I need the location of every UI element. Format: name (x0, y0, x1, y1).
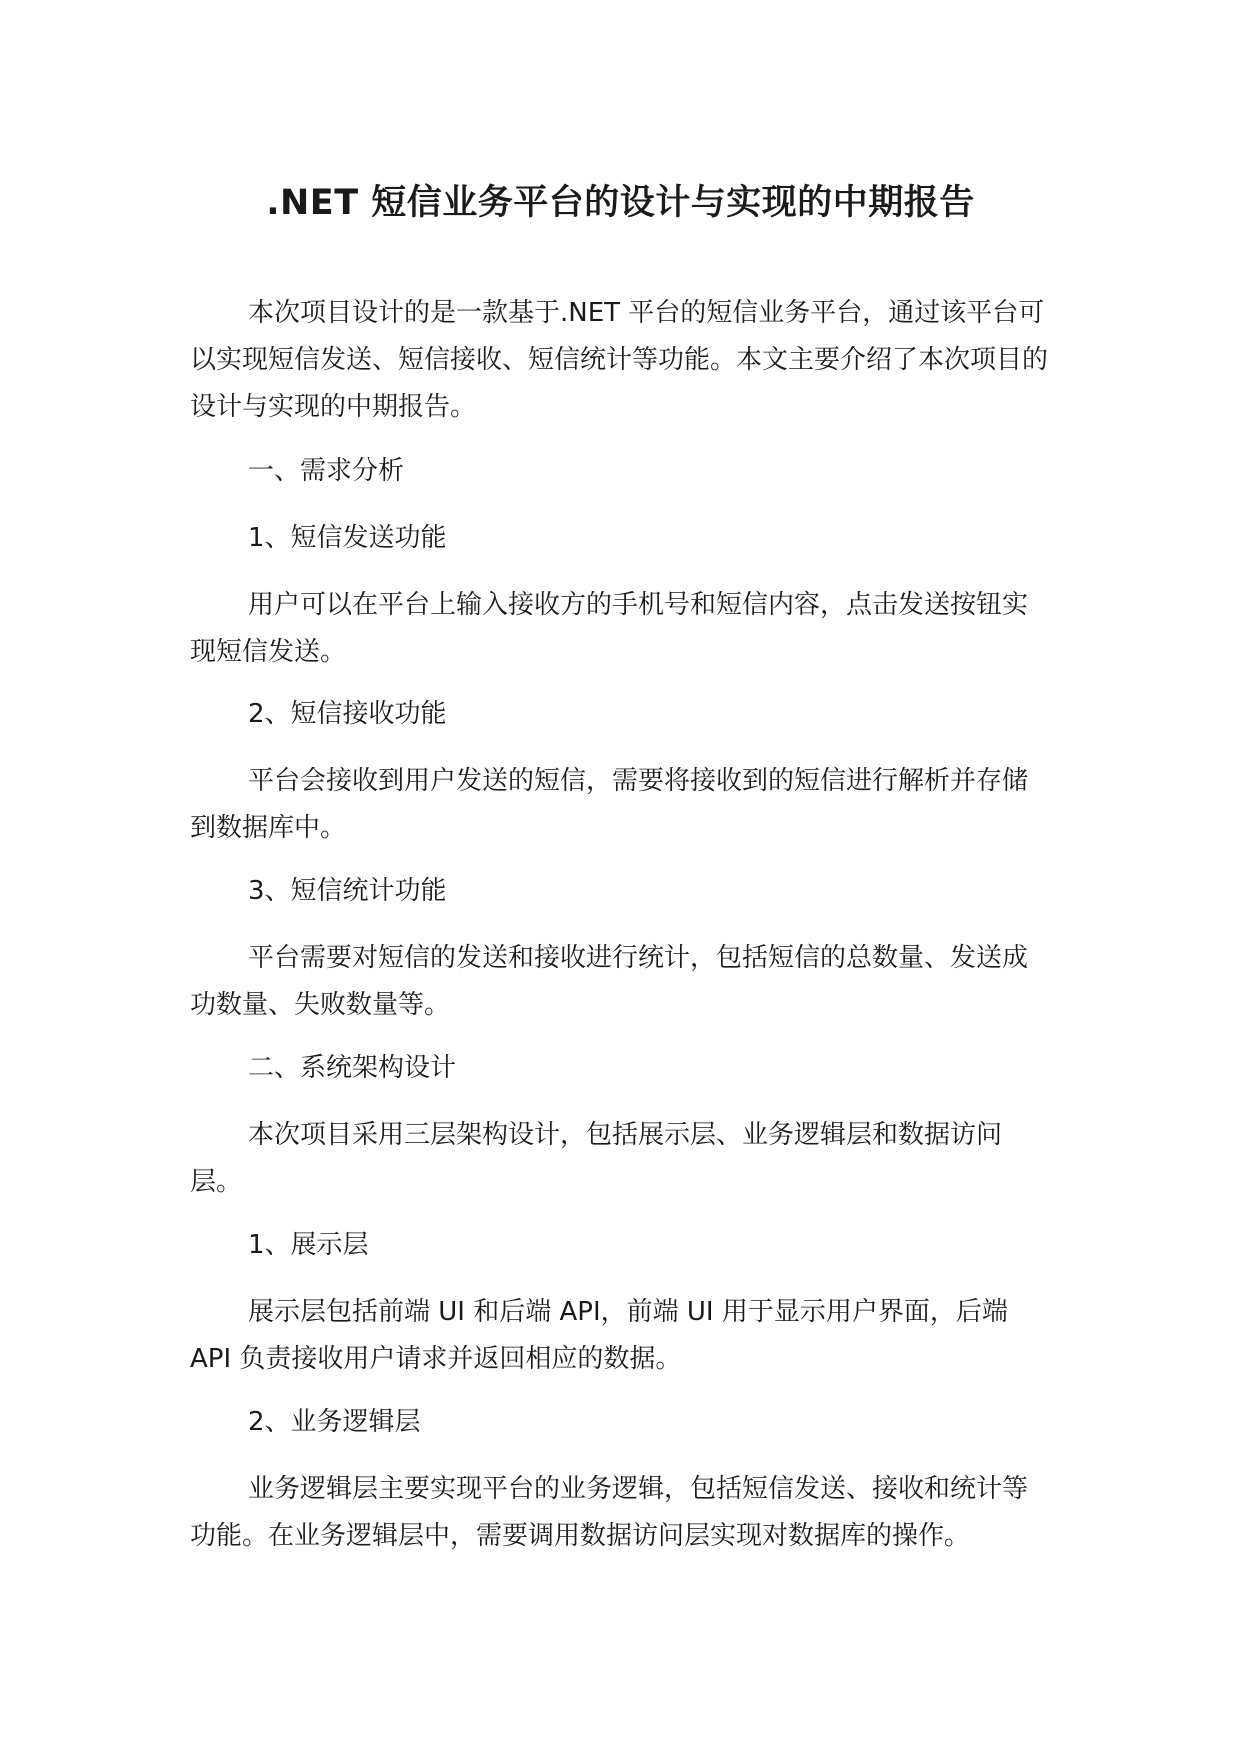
paragraph-sms-stats: 平台需要对短信的发送和接收进行统计，包括短信的总数量、发送成功数量、失败数量等。 (190, 943, 1029, 1020)
paragraph-business-logic-layer: 业务逻辑层主要实现平台的业务逻辑，包括短信发送、接收和统计等功能。在业务逻辑层中，需要调用数据访问层实现对数据库的操作。 (190, 1474, 1029, 1551)
subheading-business-logic-layer: 2、业务逻辑层 (248, 1407, 421, 1437)
paragraph-presentation-layer: 展示层包括前端 UI 和后端 API，前端 UI 用于显示用户界面，后端 API 负责接收用户请求并返回相应的数据。 (190, 1297, 1008, 1374)
paragraph-sms-send: 用户可以在平台上输入接收方的手机号和短信内容，点击发送按钮实现短信发送。 (190, 590, 1029, 667)
subheading-sms-send: 1、短信发送功能 (248, 523, 447, 553)
subheading-sms-stats: 3、短信统计功能 (248, 876, 447, 906)
subheading-presentation-layer: 1、展示层 (248, 1230, 369, 1260)
paragraph-sms-receive: 平台会接收到用户发送的短信，需要将接收到的短信进行解析并存储到数据库中。 (190, 766, 1029, 843)
section-heading-requirements: 一、需求分析 (248, 456, 405, 486)
paragraph-architecture: 本次项目采用三层架构设计，包括展示层、业务逻辑层和数据访问层。 (190, 1120, 1003, 1197)
intro-paragraph: 本次项目设计的是一款基于.NET 平台的短信业务平台，通过该平台可以实现短信发送、短信接收、短信统计等功能。本文主要介绍了本次项目的设计与实现的中期报告。 (190, 298, 1049, 422)
document-title: .NET 短信业务平台的设计与实现的中期报告 (266, 183, 975, 223)
section-heading-architecture: 二、系统架构设计 (248, 1053, 457, 1083)
subheading-sms-receive: 2、短信接收功能 (248, 699, 447, 729)
